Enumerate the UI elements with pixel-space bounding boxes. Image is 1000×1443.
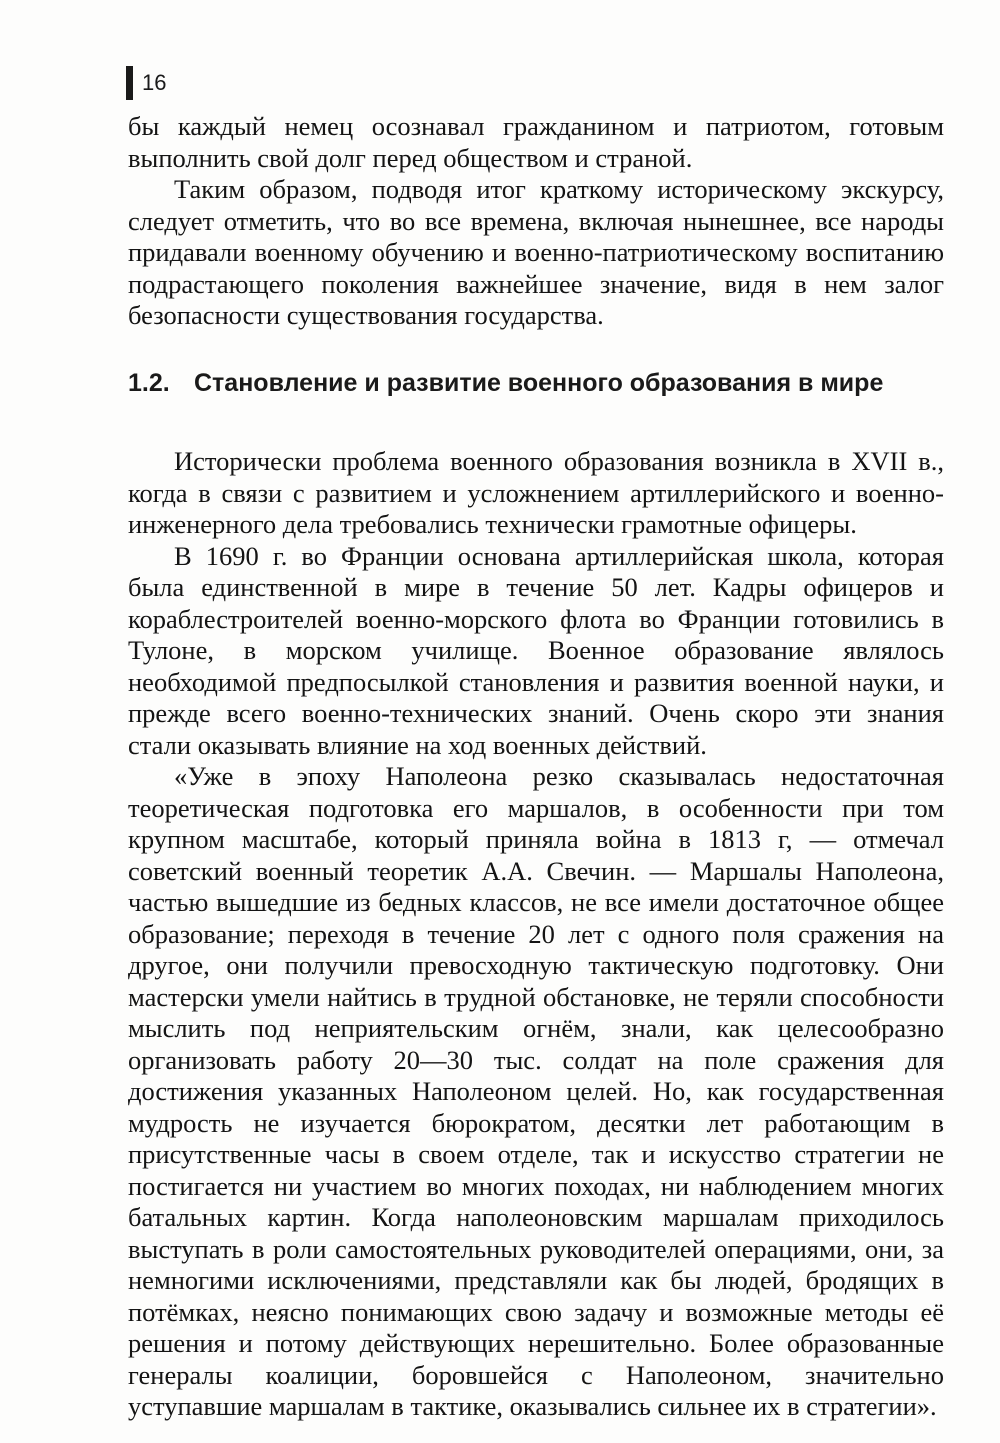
text-block-top [128, 111, 944, 332]
section-number: 1.2. [128, 369, 170, 397]
paragraph-france: В 1690 г. во Франции основана артиллерийская школа, которая была единственной в мире в течение 50 лет. Кадры офицеров и кораблестроителей военно-морского флота во Франции готовились в Тулоне, в морском училище. Военное образование являлось необходимой предпосылкой становления и развития военной науки, и прежде всего военно-технических знаний. Очень скоро эти знания стали оказывать влияние на ход военных действий. [128, 540, 944, 760]
paragraph-conclusion: Таким образом, подводя итог краткому историческому экскурсу, следует отметить, что во все времена, включая нынешнее, все народы придавали военному обучению и военно-патриотическому воспитанию подрастающего поколения важнейшее значение, видя в нем залог безопасности существования государства. [128, 174, 944, 330]
section-heading [128, 368, 888, 398]
paragraph-history: Исторически проблема военного образования возникла в XVII в., когда в связи с развитием и усложнением артиллерийского и военно-инженерного дела требовались технически грамотные офицеры. [128, 446, 944, 539]
page-header [126, 66, 166, 100]
paragraph-continuation: бы каждый немец осознавал гражданином и патриотом, готовым выполнить свой долг перед обществом и страной. [128, 111, 944, 173]
paragraph-quote-svechin: «Уже в эпоху Наполеона резко сказывалась недостаточная теоретическая подготовка его маршалов, в особенности при том крупном масштабе, который приняла война в 1813 г, — отмечал советский военный теоретик А.А. Свечин. — Маршалы Наполеона, частью вышедшие из бедных классов, не все имели достаточное общее образование; переходя в течение 20 лет с одного поля сражения на другое, они получили превосходную тактическую подготовку. Они мастерски умели найтись в трудной обстановке, не теряли способности мыслить под неприятельским огнём, знали, как целесообразно организовать работу 20—30 тыс. солдат на поле сражения для достижения указанных Наполеоном целей. Но, как государственная мудрость не изучается бюрократом, десятки лет работающим в присутственные часы в своем отделе, так и искусство стратегии не постигается ни участием во многих походах, ни наблюдением многих батальных картин. Когда наполеоновским маршалам приходилось выступать в роли самостоятельных руководителей операциями, они, за немногими исключениями, представляли как бы людей, бродящих в потёмках, неясно понимающих свою задачу и возможные методы её решения и потому действующих нерешительно. Более образованные генералы коалиции, боровшейся с Наполеоном, значительно уступавшие маршалам в тактике, оказывались сильнее их в стратегии». [128, 761, 944, 1421]
section-title: Становление и развитие военного образования в мире [194, 369, 884, 397]
page-number: 16 [142, 70, 167, 95]
text-block-section [128, 446, 944, 1423]
header-bar-mark [126, 66, 133, 100]
